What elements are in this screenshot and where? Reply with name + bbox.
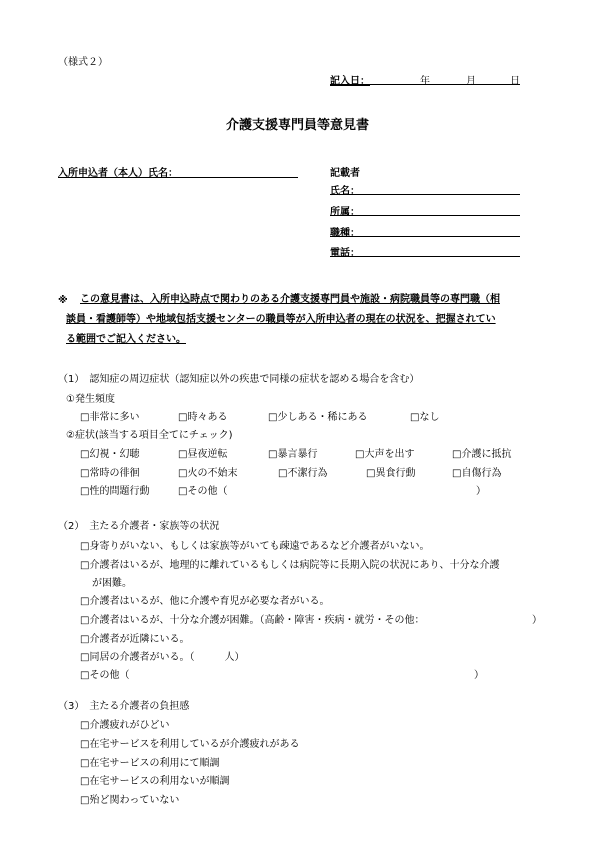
burden-service-tired-checkbox[interactable]: □在宅サービスを利用しているが介護疲れがある [80, 739, 300, 750]
note-mark: ※ [58, 295, 68, 306]
applicant-label: 入所申込者（本人）氏名： [58, 168, 178, 179]
date-year: 年 [420, 76, 430, 87]
symptom-pica-checkbox[interactable]: □異食行動 [366, 468, 416, 479]
symptom-unclean-checkbox[interactable]: □不潔行為 [278, 468, 328, 479]
note-line-1: この意見書は、入所申込時点で関わりのある介護支援専門員や施設・病院職員等の専門職（相 [80, 294, 500, 305]
burden-service-ok-checkbox[interactable]: □在宅サービスの利用にて順調 [80, 758, 220, 769]
date-underline [330, 84, 520, 85]
applicant-underline[interactable] [58, 177, 298, 178]
note-line-3: る範囲でご記入ください。 [66, 334, 186, 345]
writer-heading: 記載者 [330, 168, 360, 179]
writer-affiliation-field[interactable] [330, 215, 520, 216]
writer-phone-field[interactable] [330, 256, 520, 257]
note-line-2: 談員・看護師等）や地域包括支援センターの職員等が入所申込者の現在の状況を、把握されてい [66, 314, 496, 325]
section3-heading: （3） 主たる介護者の負担感 [58, 701, 190, 712]
writer-job-field[interactable] [330, 236, 520, 237]
symptom-day-night-checkbox[interactable]: □昼夜逆転 [178, 449, 228, 460]
freq-rarely-checkbox[interactable]: □少しある・稀にある [268, 412, 368, 423]
symptom-self-harm-checkbox[interactable]: □自傷行為 [452, 468, 502, 479]
caregiver-insufficient-checkbox[interactable]: □介護者はいるが、十分な介護が困難。（高齢・障害・疾病・就労・その他： [80, 615, 425, 626]
form-label: （様式２） [58, 57, 108, 68]
caregiver-other-close: ） [474, 670, 484, 681]
freq-sometimes-checkbox[interactable]: □時々ある [178, 412, 228, 423]
caregiver-none-checkbox[interactable]: □身寄りがいない、もしくは家族等がいても疎遠であるなど介護者がいない。 [80, 541, 430, 552]
writer-name-field[interactable] [330, 194, 520, 195]
note-text [80, 290, 500, 310]
symptom-violence-checkbox[interactable]: □暴言暴行 [268, 449, 318, 460]
symptom-sexual-checkbox[interactable]: □性的問題行動 [80, 486, 150, 497]
caregiver-other-checkbox[interactable]: □その他（ [80, 670, 130, 681]
writer-job-label: 職種： [330, 228, 360, 239]
symptom-other-checkbox[interactable]: □その他（ [178, 486, 228, 497]
symptom-resist-care-checkbox[interactable]: □介護に抵抗 [452, 449, 512, 460]
symptom-fire-checkbox[interactable]: □火の不始末 [178, 468, 238, 479]
freq-none-checkbox[interactable]: □なし [410, 412, 440, 423]
section1-heading: （1） 認知症の周辺症状（認知症以外の疾患で同様の症状を認める場合を含む） [58, 374, 420, 385]
caregiver-distant-checkbox[interactable]: □介護者はいるが、地理的に離れているもしくは病院等に長期入院の状況にあり、十分な介護 [80, 560, 500, 571]
burden-no-service-ok-checkbox[interactable]: □在宅サービスの利用ないが順調 [80, 776, 230, 787]
symptom-other-close: ） [476, 486, 486, 497]
section1-symptoms-heading: ②症状(該当する項目全てにチェック) [66, 430, 233, 441]
symptom-hallucination-checkbox[interactable]: □幻視・幻聴 [80, 449, 140, 460]
section1-frequency-heading: ①発生頻度 [66, 394, 115, 405]
date-month: 月 [466, 76, 476, 87]
caregiver-other-duty-checkbox[interactable]: □介護者はいるが、他に介護や育児が必要な者がいる。 [80, 596, 330, 607]
symptom-shouting-checkbox[interactable]: □大声を出す [355, 449, 415, 460]
caregiver-cohabiting-checkbox[interactable]: □同居の介護者がいる。（ 人） [80, 652, 245, 663]
writer-affiliation-label: 所属： [330, 207, 360, 218]
symptom-wandering-checkbox[interactable]: □常時の徘徊 [80, 468, 140, 479]
burden-uninvolved-checkbox[interactable]: □殆ど関わっていない [80, 795, 180, 806]
caregiver-distant-cont: が困難。 [92, 578, 132, 589]
writer-name-label: 氏名： [330, 186, 360, 197]
writer-phone-label: 電話： [330, 248, 360, 259]
date-day: 日 [510, 76, 520, 87]
section2-heading: （2） 主たる介護者・家族等の状況 [58, 521, 220, 532]
freq-very-often-checkbox[interactable]: □非常に多い [80, 412, 140, 423]
burden-exhausted-checkbox[interactable]: □介護疲れがひどい [80, 720, 170, 731]
note-text-2 [66, 310, 496, 350]
page-title: 介護支援専門員等意見書 [225, 118, 369, 133]
date-label: 記入日： [330, 76, 370, 87]
caregiver-insufficient-close: ） [532, 615, 542, 626]
caregiver-nearby-checkbox[interactable]: □介護者が近隣にいる。 [80, 634, 190, 645]
